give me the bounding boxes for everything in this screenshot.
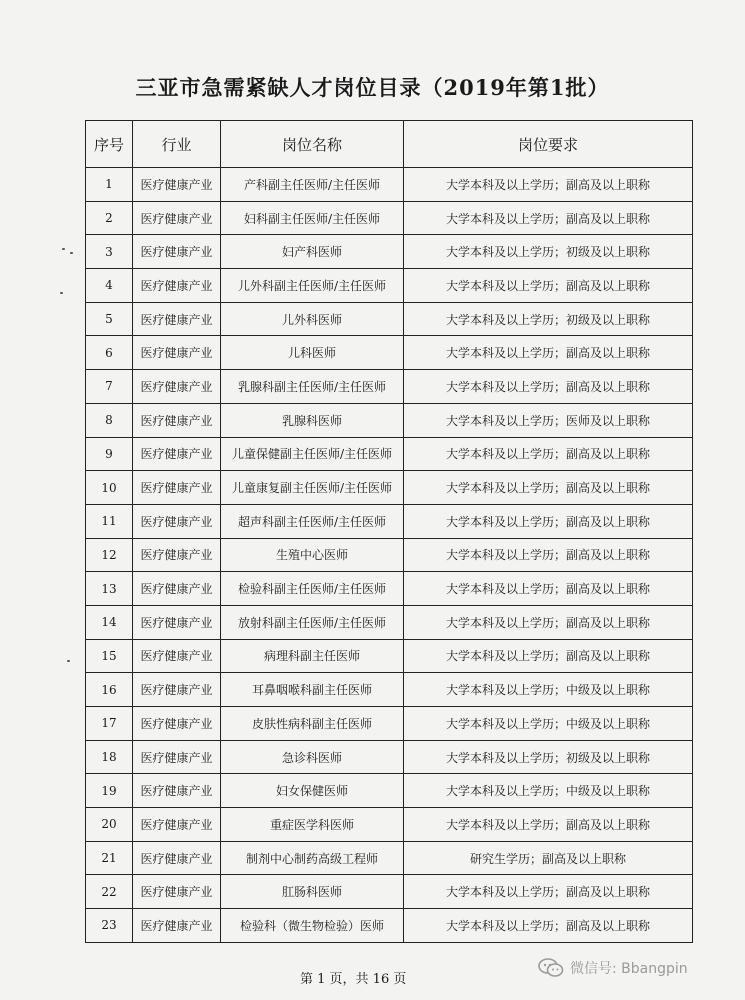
cell-industry: 医疗健康产业 <box>133 639 221 673</box>
cell-industry: 医疗健康产业 <box>133 302 221 336</box>
cell-requirement: 大学本科及以上学历；副高及以上职称 <box>404 909 693 943</box>
cell-requirement: 大学本科及以上学历；副高及以上职称 <box>404 572 693 606</box>
cell-position: 病理科副主任医师 <box>221 639 404 673</box>
wechat-watermark <box>538 958 688 978</box>
cell-requirement: 大学本科及以上学历；副高及以上职称 <box>404 336 693 370</box>
cell-industry: 医疗健康产业 <box>133 403 221 437</box>
cell-serial: 5 <box>86 302 133 336</box>
cell-requirement: 大学本科及以上学历；副高及以上职称 <box>404 370 693 404</box>
cell-industry: 医疗健康产业 <box>133 673 221 707</box>
table-row <box>86 269 693 303</box>
cell-serial: 2 <box>86 201 133 235</box>
cell-position: 急诊科医师 <box>221 740 404 774</box>
cell-serial: 15 <box>86 639 133 673</box>
table-row <box>86 707 693 741</box>
table-row <box>86 370 693 404</box>
table-row <box>86 639 693 673</box>
cell-position: 重症医学科医师 <box>221 808 404 842</box>
cell-serial: 19 <box>86 774 133 808</box>
cell-serial: 8 <box>86 403 133 437</box>
cell-serial: 12 <box>86 538 133 572</box>
header-industry: 行业 <box>133 121 221 168</box>
cell-industry: 医疗健康产业 <box>133 909 221 943</box>
scan-speck <box>67 660 70 662</box>
cell-requirement: 大学本科及以上学历；副高及以上职称 <box>404 437 693 471</box>
cell-position: 儿外科医师 <box>221 302 404 336</box>
cell-position: 乳腺科副主任医师/主任医师 <box>221 370 404 404</box>
header-position: 岗位名称 <box>221 121 404 168</box>
cell-serial: 10 <box>86 471 133 505</box>
scan-speck <box>70 252 73 254</box>
cell-serial: 13 <box>86 572 133 606</box>
cell-industry: 医疗健康产业 <box>133 572 221 606</box>
cell-requirement: 大学本科及以上学历；医师及以上职称 <box>404 403 693 437</box>
scan-speck <box>62 248 65 250</box>
cell-position: 儿童保健副主任医师/主任医师 <box>221 437 404 471</box>
cell-industry: 医疗健康产业 <box>133 538 221 572</box>
cell-serial: 4 <box>86 269 133 303</box>
cell-serial: 23 <box>86 909 133 943</box>
cell-industry: 医疗健康产业 <box>133 707 221 741</box>
cell-position: 妇女保健医师 <box>221 774 404 808</box>
cell-position: 儿外科副主任医师/主任医师 <box>221 269 404 303</box>
wechat-icon <box>538 958 564 978</box>
cell-position: 乳腺科医师 <box>221 403 404 437</box>
table-row <box>86 336 693 370</box>
cell-requirement: 大学本科及以上学历；副高及以上职称 <box>404 605 693 639</box>
cell-serial: 18 <box>86 740 133 774</box>
cell-industry: 医疗健康产业 <box>133 875 221 909</box>
cell-serial: 14 <box>86 605 133 639</box>
cell-industry: 医疗健康产业 <box>133 808 221 842</box>
table-row <box>86 201 693 235</box>
cell-serial: 9 <box>86 437 133 471</box>
cell-requirement: 研究生学历；副高及以上职称 <box>404 841 693 875</box>
cell-serial: 3 <box>86 235 133 269</box>
cell-position: 超声科副主任医师/主任医师 <box>221 504 404 538</box>
page-title: 三亚市急需紧缺人才岗位目录（2019年第1批） <box>135 75 610 100</box>
cell-requirement: 大学本科及以上学历；副高及以上职称 <box>404 538 693 572</box>
cell-industry: 医疗健康产业 <box>133 168 221 202</box>
cell-industry: 医疗健康产业 <box>133 269 221 303</box>
cell-serial: 11 <box>86 504 133 538</box>
cell-position: 妇科副主任医师/主任医师 <box>221 201 404 235</box>
table-row <box>86 504 693 538</box>
job-list-table <box>85 120 693 943</box>
cell-position: 产科副主任医师/主任医师 <box>221 168 404 202</box>
cell-serial: 21 <box>86 841 133 875</box>
cell-serial: 20 <box>86 808 133 842</box>
cell-position: 放射科副主任医师/主任医师 <box>221 605 404 639</box>
cell-serial: 22 <box>86 875 133 909</box>
table-row <box>86 875 693 909</box>
header-requirement: 岗位要求 <box>404 121 693 168</box>
cell-position: 儿童康复副主任医师/主任医师 <box>221 471 404 505</box>
cell-position: 检验科（微生物检验）医师 <box>221 909 404 943</box>
scan-speck <box>60 292 63 294</box>
table-row <box>86 168 693 202</box>
table-row <box>86 437 693 471</box>
table-header-row <box>86 121 693 168</box>
cell-industry: 医疗健康产业 <box>133 841 221 875</box>
cell-requirement: 大学本科及以上学历；中级及以上职称 <box>404 774 693 808</box>
cell-requirement: 大学本科及以上学历；初级及以上职称 <box>404 235 693 269</box>
table-row <box>86 909 693 943</box>
cell-position: 肛肠科医师 <box>221 875 404 909</box>
cell-requirement: 大学本科及以上学历；副高及以上职称 <box>404 504 693 538</box>
cell-industry: 医疗健康产业 <box>133 774 221 808</box>
page-number: 第 1 页，共 16 页 <box>300 972 407 987</box>
cell-serial: 17 <box>86 707 133 741</box>
table-row <box>86 302 693 336</box>
cell-position: 生殖中心医师 <box>221 538 404 572</box>
cell-position: 制剂中心制药高级工程师 <box>221 841 404 875</box>
cell-requirement: 大学本科及以上学历；副高及以上职称 <box>404 471 693 505</box>
cell-position: 皮肤性病科副主任医师 <box>221 707 404 741</box>
table-row <box>86 774 693 808</box>
cell-position: 耳鼻咽喉科副主任医师 <box>221 673 404 707</box>
cell-requirement: 大学本科及以上学历；副高及以上职称 <box>404 808 693 842</box>
cell-serial: 7 <box>86 370 133 404</box>
cell-serial: 16 <box>86 673 133 707</box>
cell-requirement: 大学本科及以上学历；中级及以上职称 <box>404 707 693 741</box>
table-row <box>86 808 693 842</box>
table-row <box>86 235 693 269</box>
table-row <box>86 841 693 875</box>
table-row <box>86 740 693 774</box>
cell-industry: 医疗健康产业 <box>133 605 221 639</box>
cell-industry: 医疗健康产业 <box>133 504 221 538</box>
watermark-text: 微信号: Bbangpin <box>570 961 688 977</box>
cell-industry: 医疗健康产业 <box>133 201 221 235</box>
table-row <box>86 605 693 639</box>
table-row <box>86 471 693 505</box>
cell-industry: 医疗健康产业 <box>133 437 221 471</box>
header-serial: 序号 <box>86 121 133 168</box>
cell-requirement: 大学本科及以上学历；副高及以上职称 <box>404 201 693 235</box>
cell-requirement: 大学本科及以上学历；副高及以上职称 <box>404 269 693 303</box>
table-row <box>86 673 693 707</box>
cell-position: 检验科副主任医师/主任医师 <box>221 572 404 606</box>
cell-requirement: 大学本科及以上学历；中级及以上职称 <box>404 673 693 707</box>
cell-industry: 医疗健康产业 <box>133 740 221 774</box>
cell-requirement: 大学本科及以上学历；副高及以上职称 <box>404 168 693 202</box>
cell-serial: 1 <box>86 168 133 202</box>
table-row <box>86 572 693 606</box>
cell-requirement: 大学本科及以上学历；初级及以上职称 <box>404 302 693 336</box>
cell-industry: 医疗健康产业 <box>133 370 221 404</box>
cell-serial: 6 <box>86 336 133 370</box>
cell-requirement: 大学本科及以上学历；初级及以上职称 <box>404 740 693 774</box>
cell-industry: 医疗健康产业 <box>133 336 221 370</box>
cell-requirement: 大学本科及以上学历；副高及以上职称 <box>404 639 693 673</box>
table-row <box>86 403 693 437</box>
cell-requirement: 大学本科及以上学历；副高及以上职称 <box>404 875 693 909</box>
table-row <box>86 538 693 572</box>
cell-industry: 医疗健康产业 <box>133 471 221 505</box>
cell-position: 妇产科医师 <box>221 235 404 269</box>
cell-position: 儿科医师 <box>221 336 404 370</box>
cell-industry: 医疗健康产业 <box>133 235 221 269</box>
